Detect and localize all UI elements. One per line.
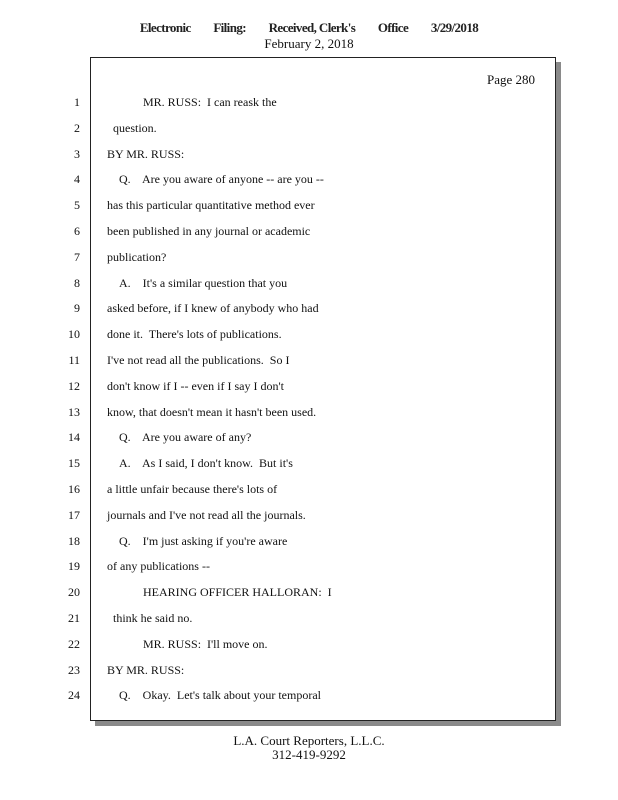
line-number: 21 [68, 611, 80, 625]
reporter-company: L.A. Court Reporters, L.L.C. [233, 733, 385, 748]
transcript-line: Q. Okay. Let's talk about your temporal [119, 688, 322, 702]
filing-stamp-header [0, 20, 618, 36]
line-number: 18 [68, 534, 80, 548]
transcript-line: of any publications -- [107, 559, 210, 573]
line-number: 11 [68, 353, 80, 367]
line-number: 20 [68, 585, 80, 599]
transcript-line: don't know if I -- even if I say I don't [107, 379, 284, 393]
transcript-line: A. As I said, I don't know. But it's [119, 456, 293, 470]
transcript-line: been published in any journal or academic [107, 224, 311, 238]
filing-word: Filing: [213, 20, 246, 35]
transcript-date: February 2, 2018 [264, 36, 354, 51]
filing-word: Electronic [139, 20, 191, 35]
transcript-line: Q. I'm just asking if you're aware [119, 534, 288, 548]
line-number: 17 [68, 508, 80, 522]
line-number: 5 [74, 198, 80, 212]
transcript-line: a little unfair because there's lots of [107, 482, 278, 496]
line-number: 4 [74, 172, 80, 186]
transcript-line: MR. RUSS: I'll move on. [143, 637, 268, 651]
line-number: 13 [68, 405, 80, 419]
line-number: 8 [74, 276, 80, 290]
transcript-line: HEARING OFFICER HALLORAN: I [143, 585, 332, 599]
line-number: 3 [74, 147, 80, 161]
line-number: 24 [68, 688, 80, 702]
transcript-line: asked before, if I knew of anybody who had [107, 301, 319, 315]
line-number: 22 [68, 637, 80, 651]
line-number: 1 [74, 95, 80, 109]
filing-word: 3/29/2018 [430, 20, 479, 35]
line-number: 12 [68, 379, 80, 393]
transcript-line: MR. RUSS: I can reask the [143, 95, 277, 109]
transcript-line: I've not read all the publications. So I [107, 353, 290, 367]
transcript-line: Q. Are you aware of any? [119, 430, 252, 444]
transcript-line: A. It's a similar question that you [119, 276, 288, 290]
transcript-line: question. [113, 121, 157, 135]
line-number: 6 [74, 224, 80, 238]
line-number: 10 [68, 327, 80, 341]
line-number: 14 [68, 430, 80, 444]
transcript-line: publication? [107, 250, 167, 264]
transcript-line: know, that doesn't mean it hasn't been used. [107, 405, 317, 419]
transcript-line: Q. Are you aware of anyone -- are you -- [119, 172, 324, 186]
line-number: 15 [68, 456, 80, 470]
filing-word: Received, Clerk's [268, 20, 356, 35]
line-number: 2 [74, 121, 80, 135]
line-number: 19 [68, 559, 80, 573]
reporter-phone: 312-419-9292 [272, 747, 346, 762]
page-number: Page 280 [486, 72, 535, 87]
line-number: 7 [74, 250, 80, 264]
line-number: 23 [68, 663, 80, 677]
transcript-line: BY MR. RUSS: [107, 663, 185, 677]
transcript-line: journals and I've not read all the journals. [107, 508, 306, 522]
transcript-line: done it. There's lots of publications. [107, 327, 282, 341]
filing-word: Office [377, 20, 409, 35]
line-number: 9 [74, 301, 80, 315]
transcript-line: has this particular quantitative method ever [107, 198, 315, 212]
transcript-line: think he said no. [113, 611, 193, 625]
transcript-line: BY MR. RUSS: [107, 147, 185, 161]
line-number: 16 [68, 482, 80, 496]
